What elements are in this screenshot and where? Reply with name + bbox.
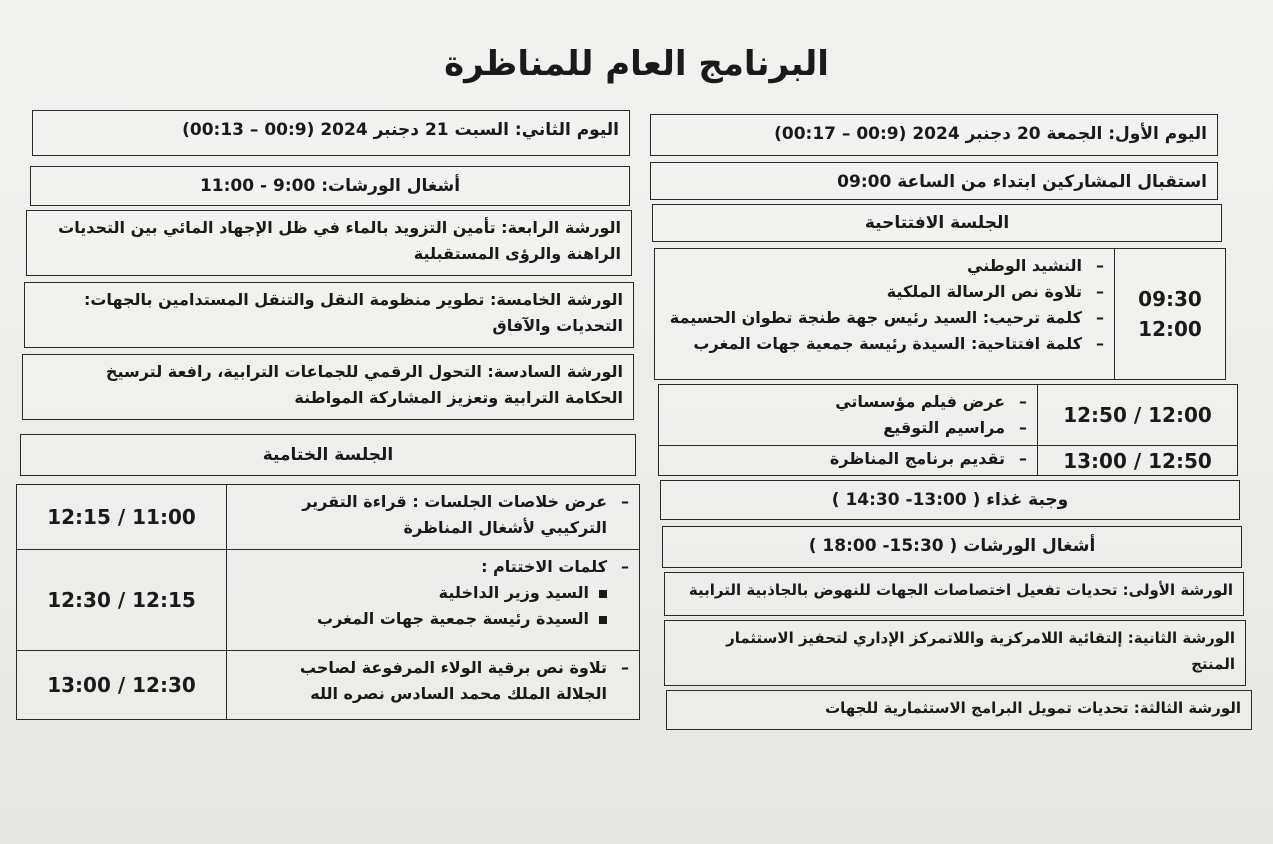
workshop-6-line2: الحكامة الترابية وتعزيز المشاركة المواطنة	[294, 388, 623, 407]
list-item: –تلاوة نص برقية الولاء المرفوعة لصاحب	[299, 658, 629, 677]
block2-time2: 13:00 / 12:50	[1037, 446, 1237, 475]
table-row	[17, 549, 639, 650]
session-block-2	[658, 384, 1238, 476]
day2-header	[32, 110, 630, 156]
page-title: البرنامج العام للمناظرة	[444, 44, 829, 84]
workshop-4	[26, 210, 632, 276]
workshop-5	[24, 282, 634, 348]
lunch-text: وجبة غذاء ( 13:00- 14:30 )	[831, 490, 1069, 510]
closing-row3-text	[227, 651, 639, 719]
workshop-2-line2: المنتج	[1191, 655, 1235, 673]
day1-header-text: اليوم الأول: الجمعة 20 دجنبر 2024 (00:9 – 00:17)	[774, 124, 1207, 144]
closing-row1-text	[227, 485, 639, 549]
closing-session-title	[20, 434, 636, 476]
closing-session-label: الجلسة الختامية	[262, 445, 394, 465]
list-item: –عرض خلاصات الجلسات : قراءة التقرير	[302, 492, 629, 511]
day2-workshops-box	[30, 166, 630, 206]
closing-session-table	[16, 484, 640, 720]
workshop-6-line1: الورشة السادسة: التحول الرقمي للجماعات الترابية، رافعة لترسيخ	[105, 362, 623, 381]
list-item: السيدة رئيسة جمعية جهات المغرب	[237, 606, 629, 632]
list-item: –مراسيم التوقيع	[883, 418, 1027, 437]
workshop-3-text: الورشة الثالثة: تحديات تمويل البرامج الاستثمارية للجهات	[825, 699, 1241, 717]
list-item: الجلالة الملك محمد السادس نصره الله	[310, 684, 607, 703]
lunch-box	[660, 480, 1240, 520]
workshop-4-line1: الورشة الرابعة: تأمين التزويد بالماء في ظل الإجهاد المائي بين التحديات	[58, 218, 621, 237]
workshop-3	[666, 690, 1252, 730]
block2-time1: 12:50 / 12:00	[1037, 385, 1237, 445]
reception-text: استقبال المشاركين ابتداء من الساعة 09:00	[837, 172, 1207, 192]
closing-row1-time: 12:15 / 11:00	[17, 485, 227, 549]
closing-row2-time: 12:30 / 12:15	[17, 550, 227, 650]
list-item: السيد وزير الداخلية	[237, 580, 629, 606]
workshop-6	[22, 354, 634, 420]
day1-reception	[650, 162, 1218, 200]
workshop-2-line1: الورشة الثانية: إلتقائية اللامركزية واللاتمركز الإداري لتحفيز الاستثمار	[726, 629, 1235, 647]
closing-row3-time: 13:00 / 12:30	[17, 651, 227, 719]
opening-time-start: 09:30	[1138, 287, 1202, 311]
opening-time-end: 12:00	[1138, 317, 1202, 341]
block2-items	[659, 385, 1037, 445]
block2-item2	[659, 446, 1037, 475]
day2-workshops-text: أشغال الورشات: 9:00 - 11:00	[199, 176, 461, 196]
opening-session-block	[654, 248, 1226, 380]
workshop-5-line2: التحديات والآفاق	[492, 316, 623, 335]
workshop-1	[664, 572, 1244, 616]
day2-header-text: اليوم الثاني: السبت 21 دجنبر 2024 (00:9 – 00:13)	[182, 120, 619, 140]
list-item: –كلمة افتتاحية: السيدة رئيسة جمعية جهات المغرب	[693, 334, 1104, 353]
workshop-4-line2: الراهنة والرؤى المستقبلية	[413, 244, 621, 263]
table-row	[17, 650, 639, 719]
opening-session-label: الجلسة الافتتاحية	[864, 213, 1010, 233]
day1-header	[650, 114, 1218, 156]
list-item: التركيبي لأشغال المناظرة	[403, 518, 607, 537]
day1-workshops-text: أشغال الورشات ( 15:30- 18:00 )	[808, 536, 1096, 556]
opening-session-title	[652, 204, 1222, 242]
day1-workshops-box	[662, 526, 1242, 568]
list-item: –كلمات الاختتام :	[481, 557, 629, 576]
opening-time-cell	[1115, 249, 1225, 379]
list-item: –كلمة ترحيب: السيد رئيس جهة طنجة تطوان الحسيمة	[669, 308, 1104, 327]
table-row	[17, 485, 639, 549]
opening-items-list	[655, 249, 1115, 379]
list-item: –عرض فيلم مؤسساتي	[835, 392, 1027, 411]
workshop-5-line1: الورشة الخامسة: تطوير منظومة النقل والتنقل المستدامين بالجهات:	[83, 290, 623, 309]
list-item: –النشيد الوطني	[967, 256, 1104, 275]
closing-row2-text	[227, 550, 639, 650]
list-item: –تقديم برنامج المناظرة	[829, 449, 1027, 468]
list-item: –تلاوة نص الرسالة الملكية	[886, 282, 1104, 301]
workshop-2	[664, 620, 1246, 686]
workshop-1-text: الورشة الأولى: تحديات تفعيل اختصاصات الجهات للنهوض بالجاذبية الترابية	[688, 581, 1233, 599]
